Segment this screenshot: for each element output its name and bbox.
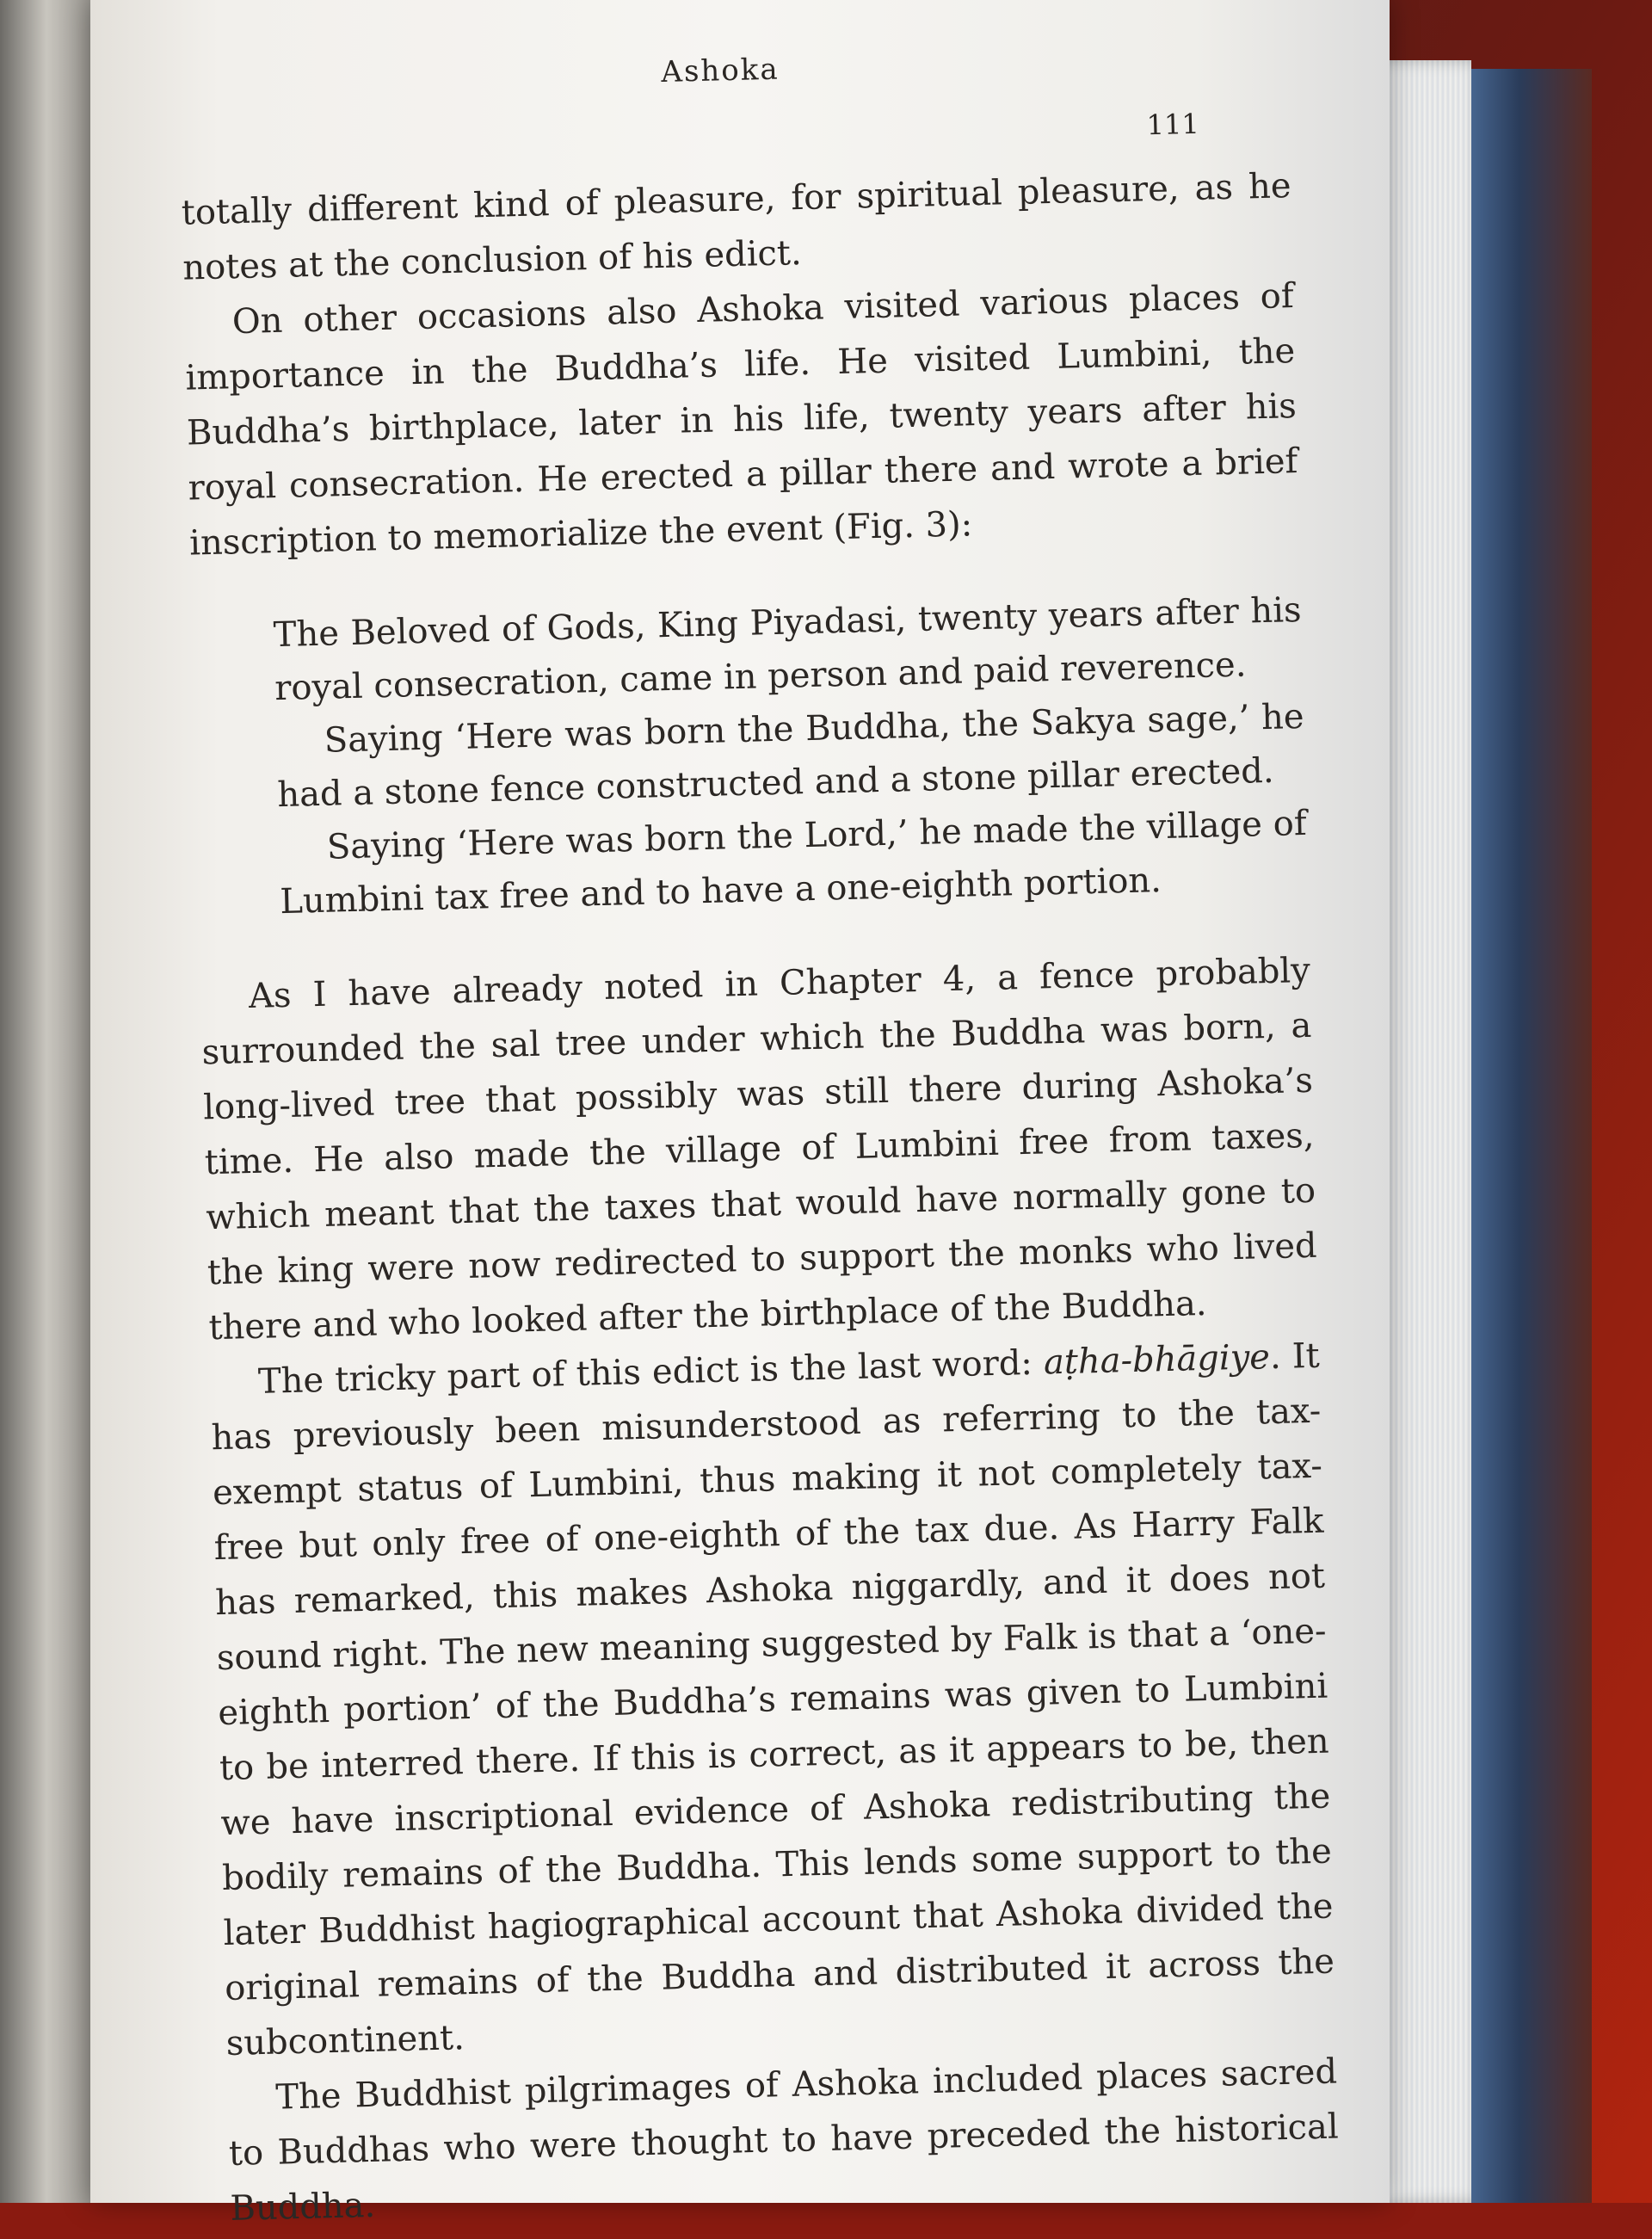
quote-line-2: Saying ‘Here was born the Buddha, the Sakya sage,’ he had a stone fence constructed and a stone pillar erected. xyxy=(276,696,1305,816)
paragraph-tricky-part xyxy=(209,1329,1336,2071)
page-number: 111 xyxy=(1146,107,1200,142)
page-content xyxy=(69,0,1421,2229)
quote-line-1: The Beloved of Gods, King Piyadasi, twenty years after his royal consecration, came in person and paid reverence. xyxy=(273,589,1303,709)
paragraph-tricky-part-start: The tricky part of this edict is the last word: xyxy=(257,1342,1045,1402)
paragraph-tricky-part-rest: . It has previously been misunderstood as referring to the tax-exempt status of Lumbini, thus making it not completely tax-free but only free of one-eighth of the tax due. As Harry Falk has remarked, this makes Ashoka niggardly, and it does not sound right. The new meaning suggested by Falk is that a ‘one-eighth portion’ of the Buddha’s remains was given to Lumbini to be interred there. If this is correct, as it appears to be, then we have inscriptional evidence of Ashoka redistributing the bodily remains of the Buddha. This lends some support to the later Buddhist hagiographical account that Ashoka divided the original remains of the Buddha and distributed it across the subcontinent. xyxy=(211,1335,1335,2063)
inscription-quote xyxy=(273,583,1309,928)
paragraph-pilgrimages: The Buddhist pilgrimages of Ashoka included places sacred to Buddhas who were thought to have preceded the historical Buddha. xyxy=(228,2051,1340,2229)
paragraph-continuation: totally different kind of pleasure, for spiritual pleasure, as he notes at the conclusion of his edict. xyxy=(181,166,1292,288)
paragraph-fence: As I have already noted in Chapter 4, a fence probably surrounded the sal tree under which the Buddha was born, a long-lived tree that possibly was still there during Ashoka’s time. He also made the village of Lumbini free from taxes, which meant that the taxes that would have normally gone to the king were now redirected to support the monks who lived there and who looked after the birthplace of the Buddha. xyxy=(201,950,1318,1348)
quote-line-3: Saying ‘Here was born the Lord,’ he made the village of Lumbini tax free and to have a one-eighth portion. xyxy=(279,803,1308,922)
running-head: Ashoka xyxy=(660,52,780,89)
pali-term: aṭha-bhāgiye xyxy=(1043,1337,1271,1383)
book-page xyxy=(90,0,1390,2229)
paragraph-lumbini-visit: On other occasions also Ashoka visited various places of importance in the Buddha’s life. He visited Lumbini, the Buddha’s birthplace, later in his life, twenty years after his royal consecration. He erected a pillar there and wrote a brief inscription to memorialize the event (Fig. 3): xyxy=(184,276,1298,564)
body-text xyxy=(181,158,1341,2236)
